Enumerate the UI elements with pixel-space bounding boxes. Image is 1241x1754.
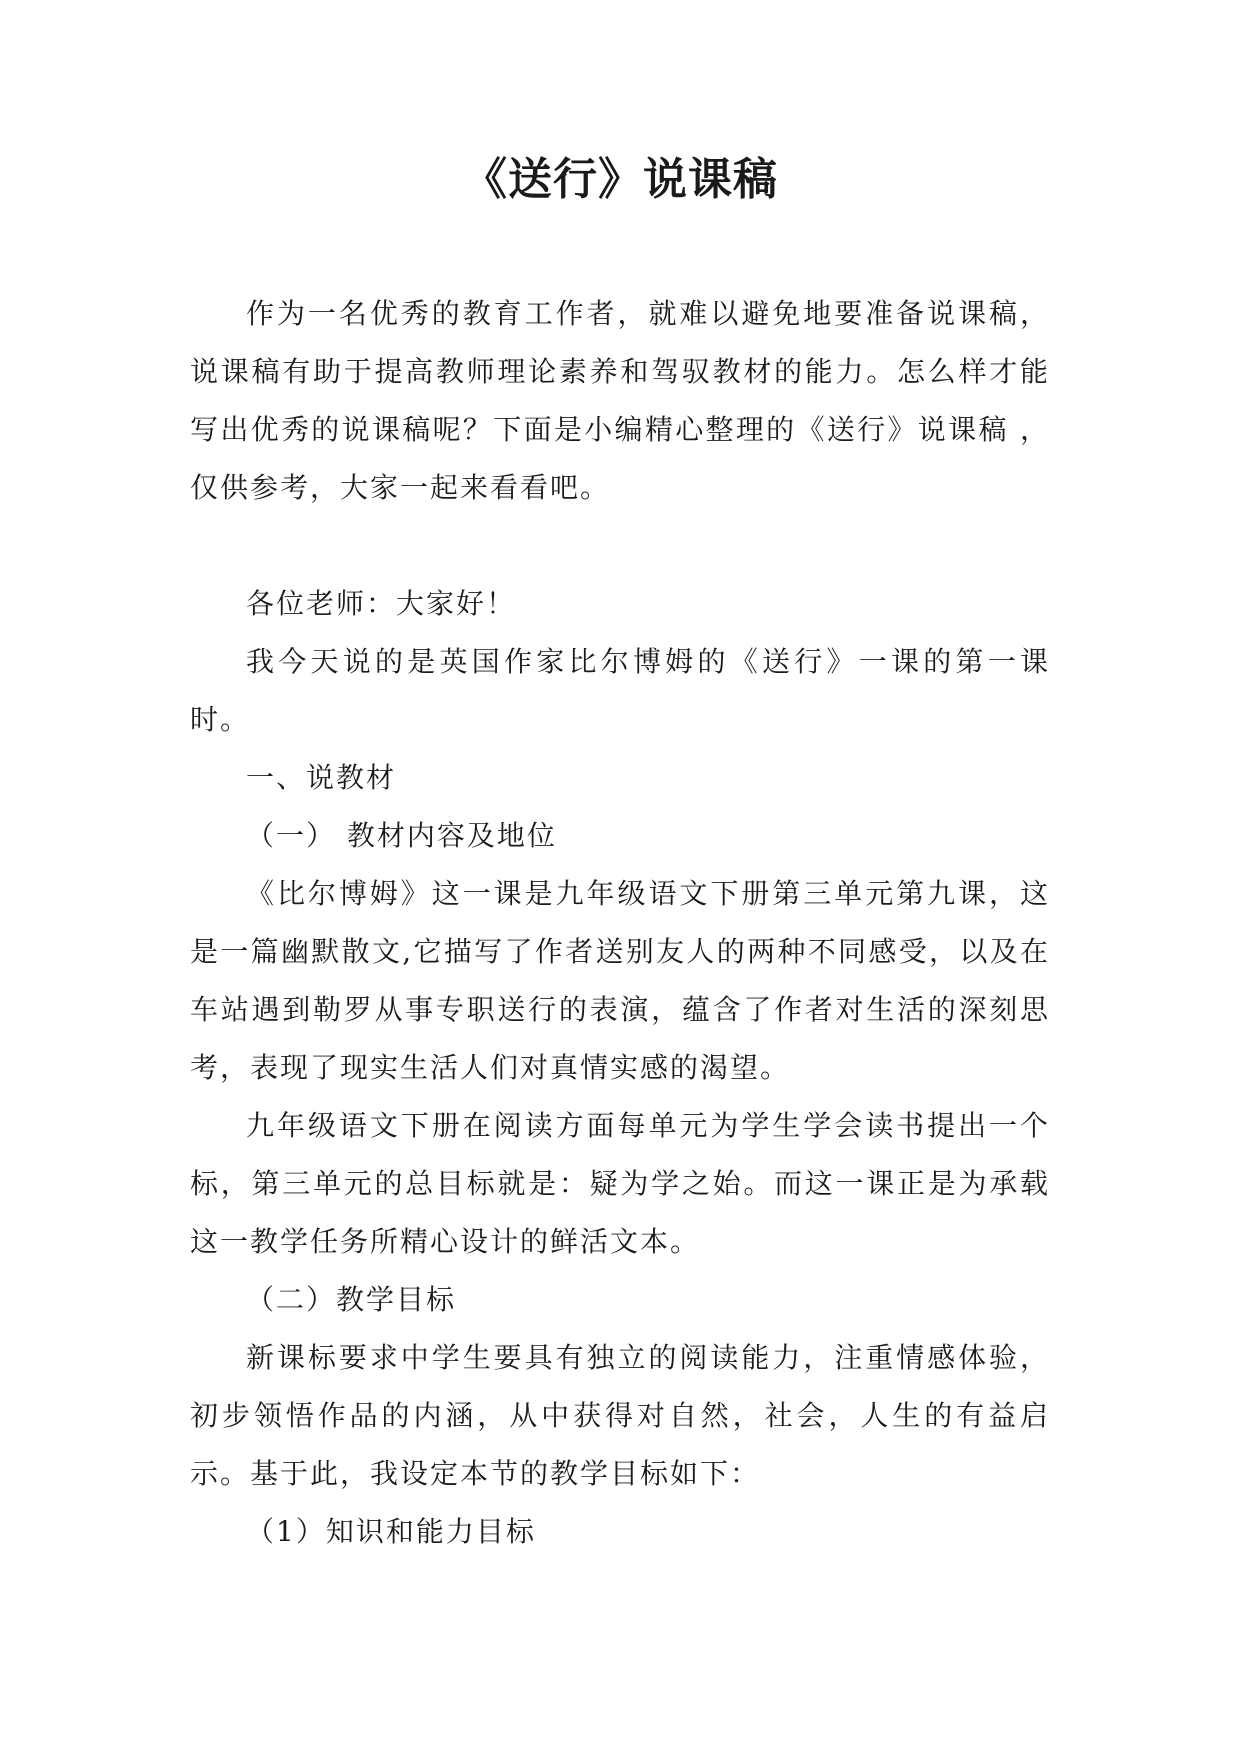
- subsection-heading-goals: （二）教学目标: [246, 1283, 457, 1316]
- section-heading-textbook: 一、说教材: [246, 761, 397, 794]
- intro-paragraph: 作为一名优秀的教育工作者，就难以避免地要准备说课稿，说课稿有助于提高教师理论素养和驾驭教材的能力。怎么样才能写出优秀的说课稿呢？下面是小编精心整理的《送行》说课稿 ，仅供参考，大家一起来看看吧。: [190, 297, 1050, 504]
- subsection-heading-content: （一） 教材内容及地位: [246, 819, 557, 852]
- goal-item-knowledge: （1）知识和能力目标: [246, 1515, 536, 1548]
- greeting-paragraph: 各位老师：大家好！: [246, 587, 517, 620]
- lesson-intro-paragraph: 我今天说的是英国作家比尔博姆的《送行》一课的第一课时。: [190, 645, 1050, 736]
- goals-paragraph: 新课标要求中学生要具有独立的阅读能力，注重情感体验，初步领悟作品的内涵，从中获得对自然，社会，人生的有益启示。基于此，我设定本节的教学目标如下：: [190, 1341, 1050, 1490]
- content-paragraph: 《比尔博姆》这一课是九年级语文下册第三单元第九课，这是一篇幽默散文,它描写了作者送别友人的两种不同感受，以及在车站遇到勒罗从事专职送行的表演，蕴含了作者对生活的深刻思考，表现了现实生活人们对真情实感的渴望。: [190, 877, 1050, 1084]
- document-body: [190, 285, 1050, 1561]
- paragraph-spacer: [190, 517, 1050, 575]
- document-title: 《送行》说课稿: [463, 154, 778, 205]
- unit-goal-paragraph: 九年级语文下册在阅读方面每单元为学生学会读书提出一个标，第三单元的总目标就是：疑为学之始。而这一课正是为承载这一教学任务所精心设计的鲜活文本。: [190, 1109, 1050, 1258]
